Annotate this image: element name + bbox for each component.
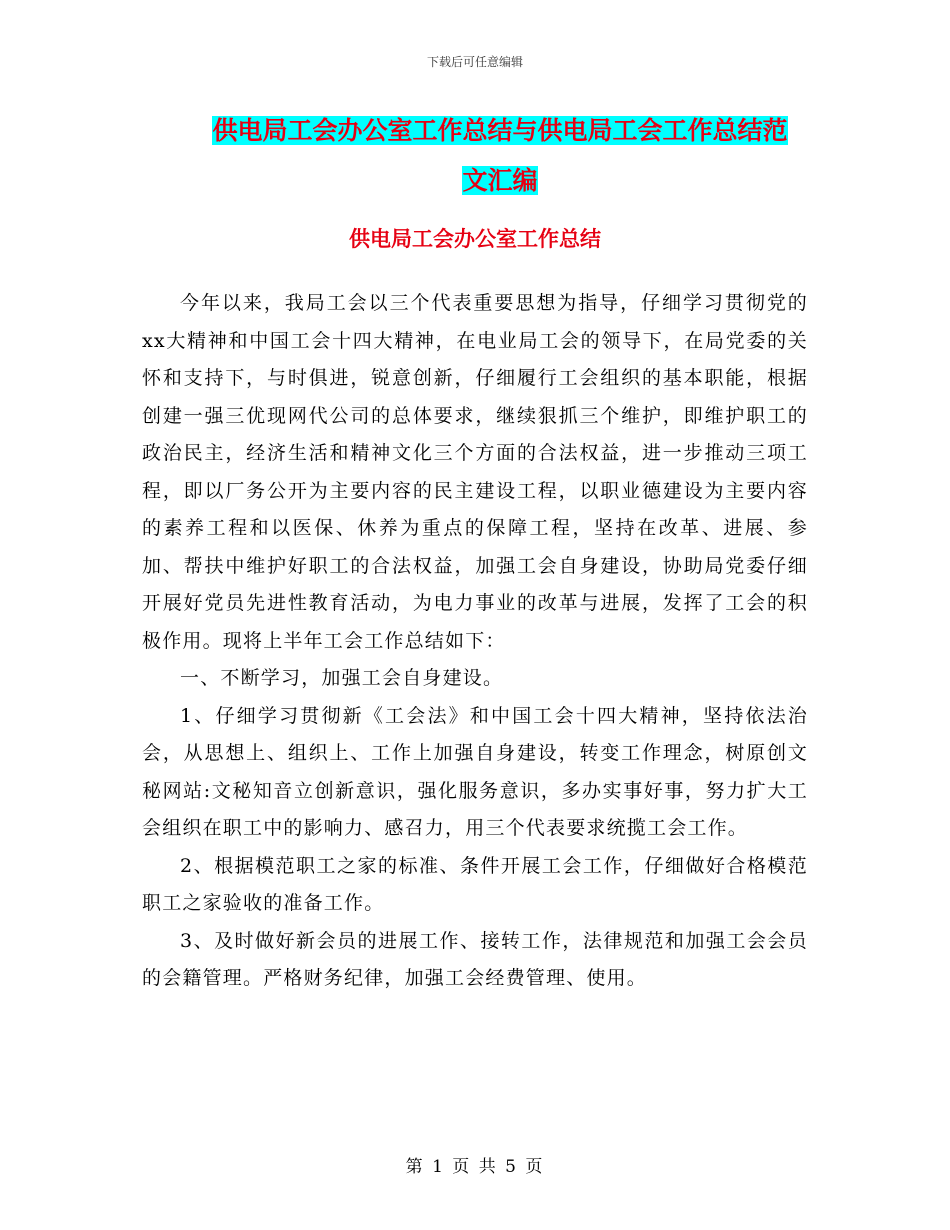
paragraph-item-1: 1、仔细学习贯彻新《工会法》和中国工会十四大精神，坚持依法治会，从思想上、组织上、工作上加强自身建设，转变工作理念，树原创文秘网站:文秘知音立创新意识，强化服务意识，多办实事好事，努力扩大工会组织在职工中的影响力、感召力，用三个代表要求统揽工会工作。 xyxy=(142,704,808,839)
paragraph-item-2: 2、根据模范职工之家的标准、条件开展工会工作，仔细做好合格模范职工之家验收的准备工作。 xyxy=(142,854,808,914)
paragraph-item-3: 3、及时做好新会员的进展工作、接转工作，法律规范和加强工会会员的会籍管理。严格财务纪律，加强工会经费管理、使用。 xyxy=(142,929,808,989)
header-note: 下载后可任意编辑 xyxy=(426,55,523,69)
title-line-2: 文汇编 xyxy=(462,166,538,195)
section-title: 供电局工会办公室工作总结 xyxy=(349,227,601,251)
document-title xyxy=(140,106,860,206)
paragraph-heading-1: 一、不断学习，加强工会自身建设。 xyxy=(180,667,504,689)
title-line-1: 供电局工会办公室工作总结与供电局工会工作总结范 xyxy=(212,116,788,145)
paragraph-intro: 今年以来，我局工会以三个代表重要思想为指导，仔细学习贯彻党的xx大精神和中国工会十四大精神，在电业局工会的领导下，在局党委的关怀和支持下，与时俱进，锐意创新，仔细履行工会组织的基本职能，根据创建一强三优现网代公司的总体要求，继续狠抓三个维护，即维护职工的政治民主，经济生活和精神文化三个方面的合法权益，进一步推动三项工程，即以厂务公开为主要内容的民主建设工程，以职业德建设为主要内容的素养工程和以医保、休养为重点的保障工程，坚持在改革、进展、参加、帮扶中维护好职工的合法权益，加强工会自身建设，协助局党委仔细开展好党员先进性教育活动，为电力事业的改革与进展，发挥了工会的积极作用。现将上半年工会工作总结如下： xyxy=(142,292,808,652)
document-body xyxy=(142,285,808,998)
page-footer: 第 1 页 共 5 页 xyxy=(405,1157,545,1177)
